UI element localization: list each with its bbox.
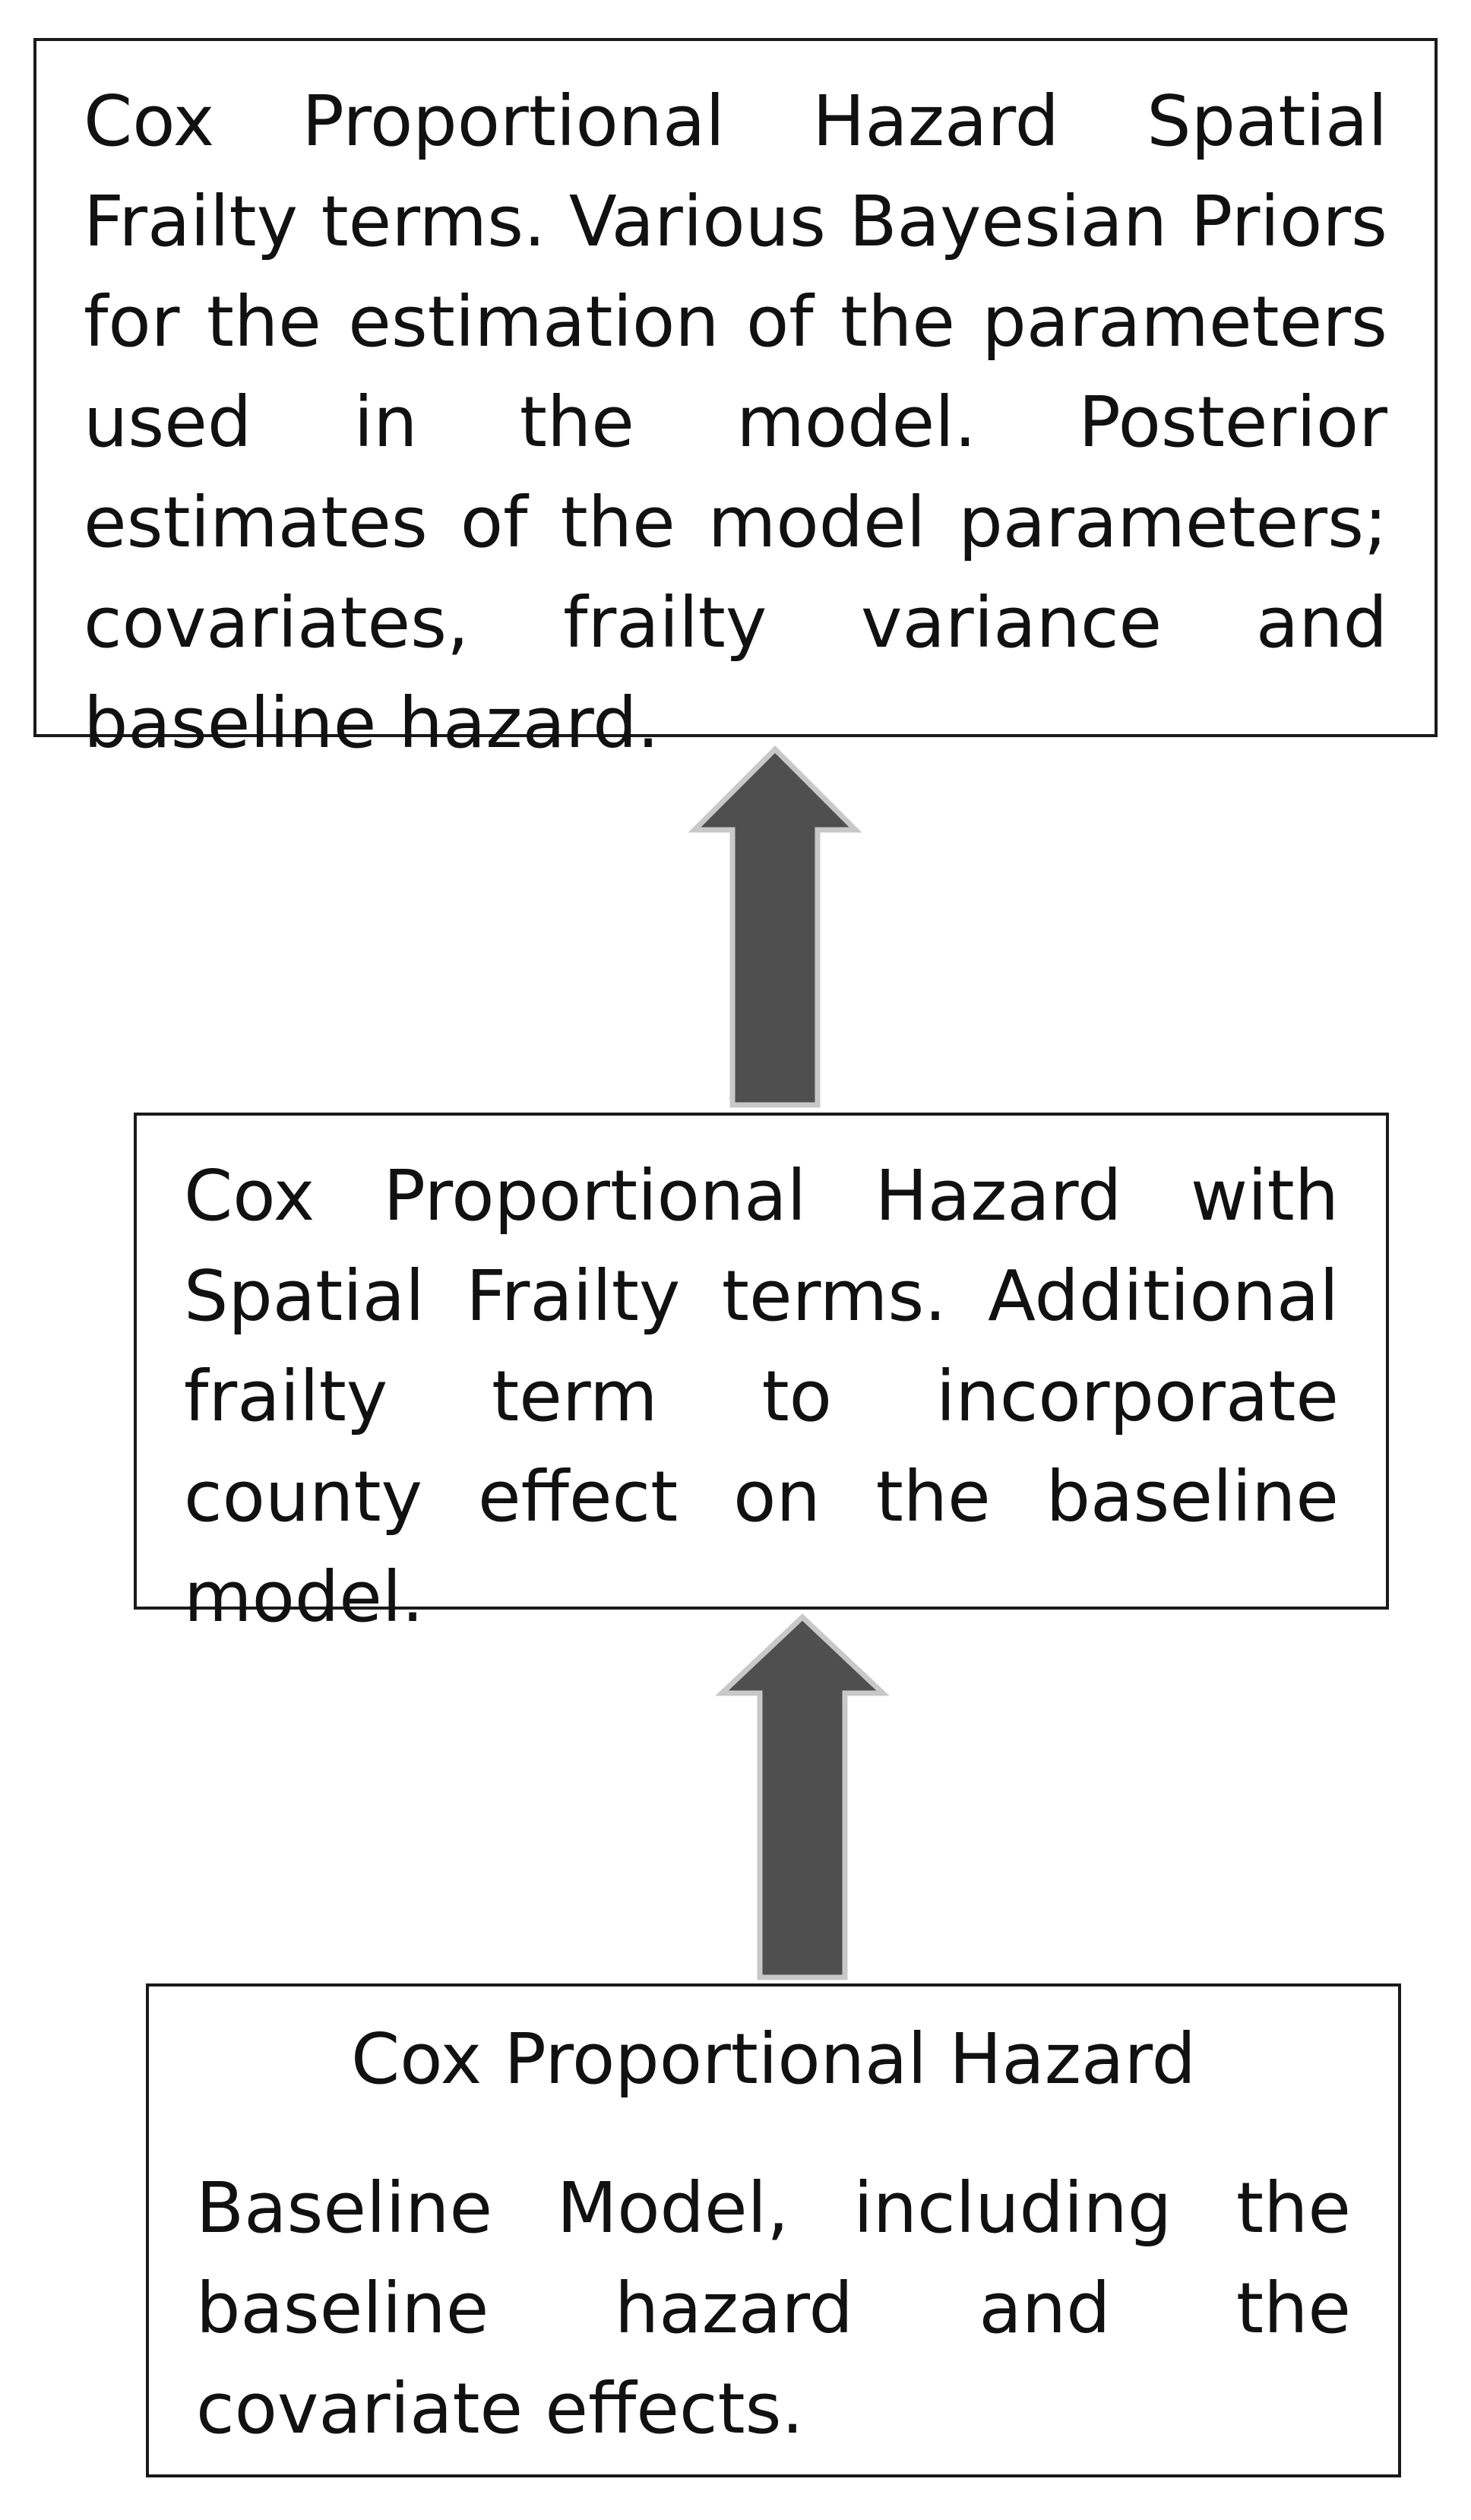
up-arrow-lower-shape — [722, 1617, 883, 1977]
up-arrow-lower — [711, 1613, 894, 1980]
model-box-bottom-heading: Cox Proportional Hazard — [350, 2018, 1197, 2100]
model-box-top — [33, 38, 1438, 764]
up-arrow-upper — [684, 745, 866, 1110]
model-box-top-text: Cox Proportional Hazard Spatial Frailty terms. Various Bayesian Priors for the estimation of the parameters used in the model. Posterior estimates of the model parameters; covariates, frailty variance and baseline hazard. — [84, 81, 1387, 764]
model-box-bottom-text: Baseline Model, including the baseline hazard and the covariate effects. — [196, 2167, 1351, 2449]
model-box-middle — [134, 1113, 1389, 1638]
model-box-bottom — [146, 1983, 1401, 2477]
model-box-middle-text: Cox Proportional Hazard with Spatial Frailty terms. Additional frailty term to incorporate county effect on the baseline model. — [184, 1155, 1339, 1638]
up-arrow-upper-shape — [694, 749, 856, 1105]
